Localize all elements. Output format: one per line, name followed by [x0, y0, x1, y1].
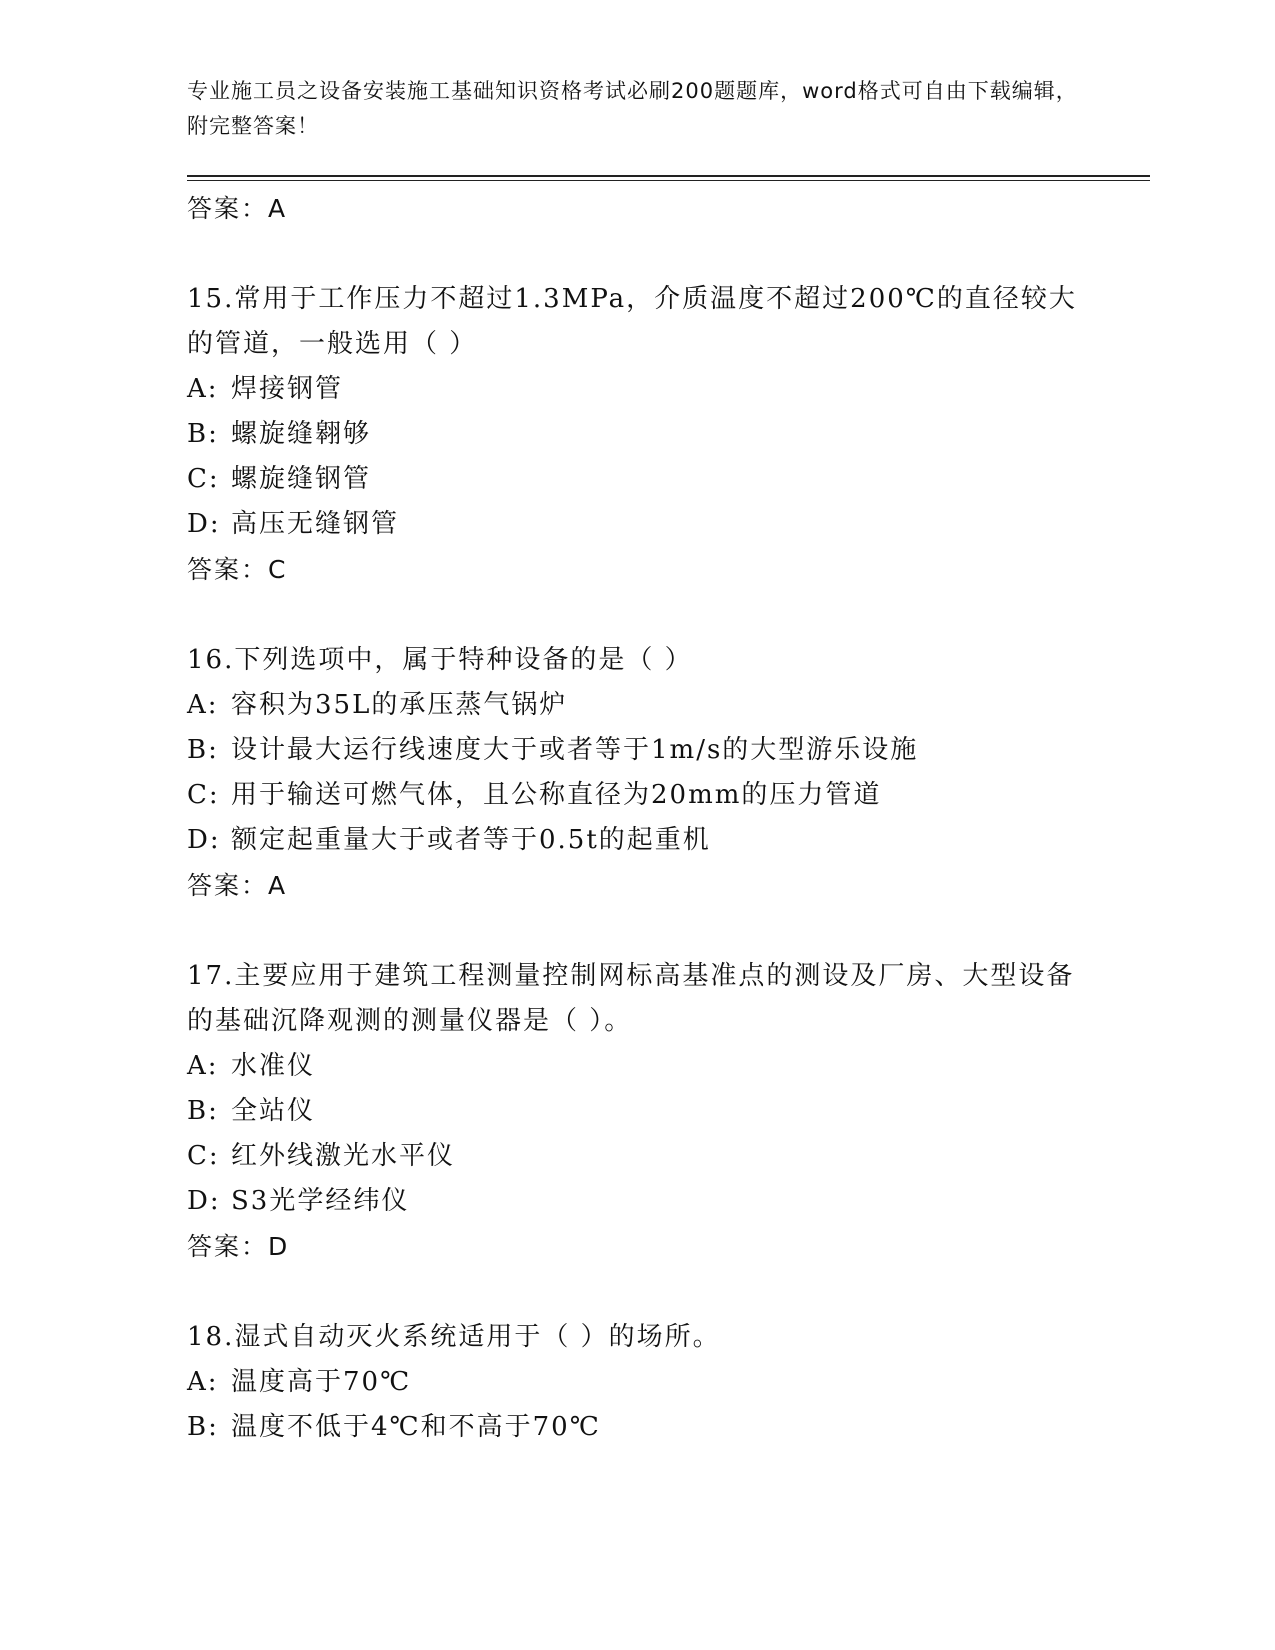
option-letter: C: — [187, 1141, 220, 1171]
option-letter: C: — [187, 780, 220, 810]
question-item — [187, 1315, 1087, 1450]
option-a — [187, 1360, 1087, 1405]
option-b — [187, 412, 1087, 457]
option-text: 高压无缝钢管 — [231, 509, 400, 539]
option-a — [187, 1044, 1087, 1089]
option-letter: D: — [187, 825, 221, 855]
option-d — [187, 818, 1087, 863]
option-text: 焊接钢管 — [231, 374, 344, 404]
option-text: 设计最大运行线速度大于或者等于1m/s的大型游乐设施 — [231, 735, 919, 765]
option-c — [187, 773, 1087, 818]
option-text: S3光学经纬仪 — [231, 1186, 410, 1216]
option-letter: A: — [187, 1051, 219, 1081]
option-c — [187, 1134, 1087, 1179]
option-text: 容积为35L的承压蒸气锅炉 — [231, 690, 568, 720]
option-letter: D: — [187, 1186, 221, 1216]
option-text: 额定起重量大于或者等于0.5t的起重机 — [231, 825, 711, 855]
option-a — [187, 683, 1087, 728]
question-text: 17.主要应用于建筑工程测量控制网标高基准点的测设及厂房、大型设备的基础沉降观测的测量仪器是（ ）。 — [187, 961, 1075, 1036]
option-text: 温度高于70℃ — [231, 1367, 412, 1397]
document-title: 专业施工员之设备安装施工基础知识资格考试必刷200题题库，word格式可自由下载编辑，附完整答案！ — [187, 79, 1078, 138]
option-text: 水准仪 — [231, 1051, 316, 1081]
option-text: 红外线激光水平仪 — [231, 1141, 456, 1171]
option-letter: B: — [187, 1412, 219, 1442]
question-item — [187, 638, 1087, 909]
option-a — [187, 367, 1087, 412]
option-c — [187, 457, 1087, 502]
answer-line: 答案：D — [187, 1232, 290, 1261]
option-text: 用于输送可燃气体，且公称直径为20mm的压力管道 — [231, 780, 882, 810]
option-d — [187, 1179, 1087, 1224]
question-text: 16.下列选项中，属于特种设备的是（ ） — [187, 645, 693, 675]
question-text: 18.湿式自动灭火系统适用于（ ）的场所。 — [187, 1322, 721, 1352]
answer-line: 答案：A — [187, 194, 288, 223]
question-list — [187, 186, 1087, 1450]
option-b — [187, 1089, 1087, 1134]
option-d — [187, 502, 1087, 547]
option-letter: B: — [187, 1096, 219, 1126]
option-text: 螺旋缝钢管 — [231, 464, 372, 494]
question-text: 15.常用于工作压力不超过1.3MPa，介质温度不超过200℃的直径较大的管道，一般选用（ ） — [187, 284, 1077, 359]
question-item — [187, 954, 1087, 1270]
option-text: 温度不低于4℃和不高于70℃ — [231, 1412, 601, 1442]
option-letter: B: — [187, 419, 219, 449]
option-letter: A: — [187, 374, 219, 404]
header-divider-thick — [187, 175, 1150, 177]
option-letter: A: — [187, 690, 219, 720]
option-text: 全站仪 — [231, 1096, 316, 1126]
document-header — [187, 74, 1087, 144]
option-text: 螺旋缝翱够 — [231, 419, 372, 449]
question-item — [187, 277, 1087, 593]
option-b — [187, 1405, 1087, 1450]
option-letter: C: — [187, 464, 220, 494]
option-letter: D: — [187, 509, 221, 539]
answer-line: 答案：A — [187, 871, 288, 900]
option-b — [187, 728, 1087, 773]
option-letter: B: — [187, 735, 219, 765]
header-divider-thin — [187, 180, 1150, 181]
answer-line: 答案：C — [187, 555, 288, 584]
option-letter: A: — [187, 1367, 219, 1397]
